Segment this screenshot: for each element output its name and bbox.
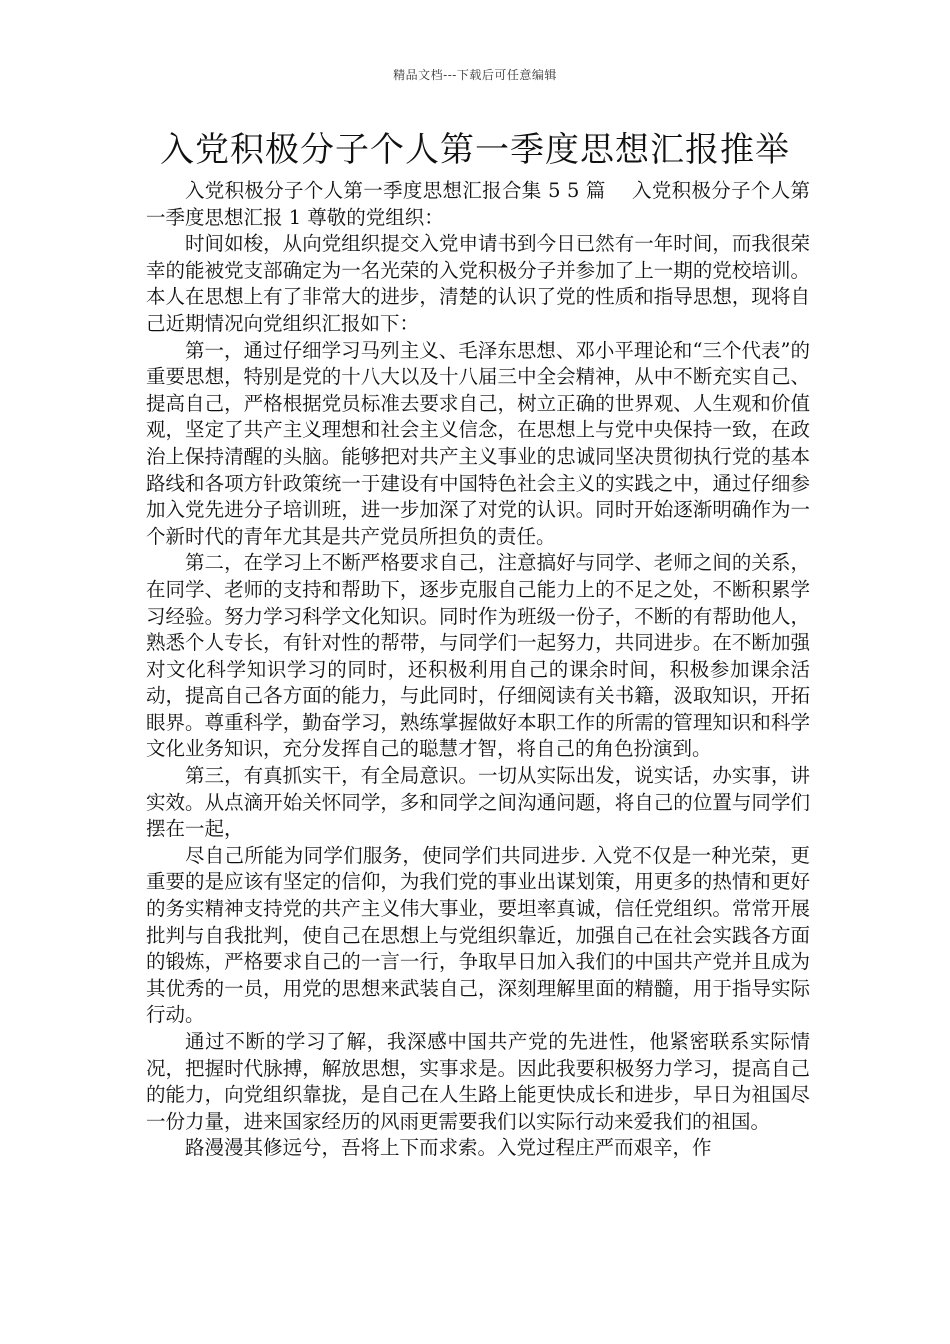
paragraph: 第一，通过仔细学习马列主义、毛泽东思想、邓小平理论和“三个代表”的重要思想，特别是党的十八大以及十八届三中全会精神，从中不断充实自己、提高自己，严格根据党员标准去要求自己，树立正确的世界观、人生观和价值观，坚定了共产主义理想和社会主义信念，在思想上与党中央保持一致，在政治上保持清醒的头脑。能够把对共产主义事业的忠诚同坚决贯彻执行党的基本路线和各项方针政策统一于建设有中国特色社会主义的实践之中，通过仔细参加入党先进分子培训班，进一步加深了对党的认识。同时开始逐渐明确作为一个新时代的青年尤其是共产党员所担负的责任。 <box>146 338 810 548</box>
document-title: 入党积极分子个人第一季度思想汇报推举 <box>160 130 790 170</box>
paragraph: 路漫漫其修远兮，吾将上下而求索。入党过程庄严而艰辛，作 <box>185 1136 712 1160</box>
paragraph: 尽自己所能为同学们服务，使同学们共同进步. 入党不仅是一种光荣，更重要的是应该有坚定的信仰，为我们党的事业出谋划策，用更多的热情和更好的务实精神支持党的共产主义伟大事业，要坦率真诚，信任党组织。常常开展批判与自我批判，使自己在思想上与党组织靠近，加强自己在社会实践各方面的锻炼，严格要求自己的一言一行，争取早日加入我们的中国共产党并且成为其优秀的一员，用党的思想来武装自己，深刻理解里面的精髓，用于指导实际行动。 <box>146 843 810 1027</box>
paragraph: 时间如梭，从向党组织提交入党申请书到今日已然有一年时间，而我很荣幸的能被党支部确定为一名光荣的入党积极分子并参加了上一期的党校培训。本人在思想上有了非常大的进步，清楚的认识了党的性质和指导思想，现将自己近期情况向党组织汇报如下： <box>146 232 810 335</box>
paragraph: 通过不断的学习了解，我深感中国共产党的先进性，他紧密联系实际情况，把握时代脉搏，解放思想，实事求是。因此我要积极努力学习，提高自己的能力，向党组织靠拢，是自己在人生路上能更快成长和进步，早日为祖国尽一份力量，进来国家经历的风雨更需要我们以实际行动来爱我们的祖国。 <box>146 1030 810 1133</box>
header-note: 精品文档---下载后可任意编辑 <box>393 68 557 82</box>
paragraph-intro: 入党积极分子个人第一季度思想汇报合集 5 5 篇 入党积极分子个人第一季度思想汇报 1 尊敬的党组织： <box>146 179 810 229</box>
paragraph: 第三，有真抓实干，有全局意识。一切从实际出发，说实话，办实事，讲实效。从点滴开始关怀同学，多和同学之间沟通问题，将自己的位置与同学们摆在一起， <box>146 764 810 841</box>
paragraph: 第二，在学习上不断严格要求自己，注意搞好与同学、老师之间的关系，在同学、老师的支持和帮助下，逐步克服自己能力上的不足之处，不断积累学习经验。努力学习科学文化知识。同时作为班级一份子，不断的有帮助他人，熟悉个人专长，有针对性的帮带，与同学们一起努力，共同进步。在不断加强对文化科学知识学习的同时，还积极利用自己的课余时间，积极参加课余活动，提高自己各方面的能力，与此同时，仔细阅读有关书籍，汲取知识，开拓眼界。尊重科学，勤奋学习，熟练掌握做好本职工作的所需的管理知识和科学文化业务知识，充分发挥自己的聪慧才智，将自己的角色扮演到。 <box>146 551 810 761</box>
document-body <box>146 178 810 1162</box>
